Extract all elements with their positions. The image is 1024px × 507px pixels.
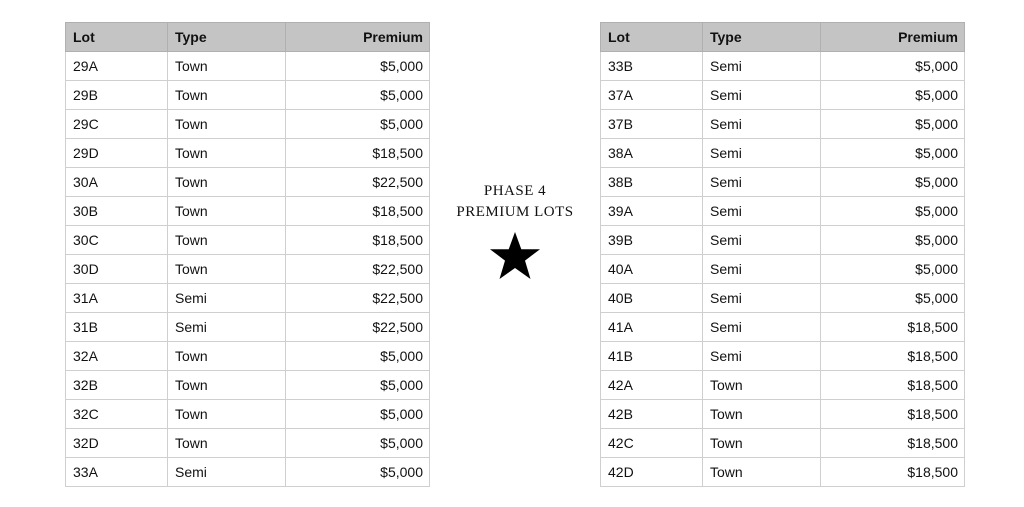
type-cell: Town [168,110,286,139]
table-header-row [601,23,965,52]
right-table-body [601,52,965,487]
table-row [601,226,965,255]
table-row [66,400,430,429]
type-cell: Town [168,371,286,400]
type-cell: Town [703,429,821,458]
type-cell: Semi [703,52,821,81]
type-column-header: Type [703,23,821,52]
type-cell: Town [168,168,286,197]
left-lots-table [65,22,430,487]
table-row [601,342,965,371]
table-row [66,371,430,400]
premium-cell: $18,500 [286,197,430,226]
table-row [601,313,965,342]
premium-cell: $22,500 [286,168,430,197]
lot-cell: 33A [66,458,168,487]
premium-cell: $18,500 [821,313,965,342]
type-cell: Semi [168,284,286,313]
type-cell: Semi [703,168,821,197]
premium-cell: $5,000 [286,110,430,139]
premium-cell: $5,000 [821,255,965,284]
premium-cell: $18,500 [821,371,965,400]
premium-cell: $5,000 [821,110,965,139]
table-row [66,168,430,197]
type-cell: Town [168,81,286,110]
premium-cell: $5,000 [821,81,965,110]
premium-cell: $5,000 [286,342,430,371]
premium-cell: $5,000 [821,226,965,255]
premium-cell: $18,500 [821,342,965,371]
type-cell: Town [168,342,286,371]
type-cell: Town [168,429,286,458]
left-table-body [66,52,430,487]
lot-cell: 29D [66,139,168,168]
premium-cell: $5,000 [286,458,430,487]
type-cell: Town [168,197,286,226]
lot-cell: 29A [66,52,168,81]
premium-cell: $5,000 [286,429,430,458]
lot-cell: 33B [601,52,703,81]
type-cell: Town [703,371,821,400]
table-row [601,81,965,110]
premium-cell: $5,000 [286,400,430,429]
premium-cell: $22,500 [286,284,430,313]
table-row [66,226,430,255]
lot-cell: 40B [601,284,703,313]
premium-cell: $5,000 [286,52,430,81]
lot-cell: 42A [601,371,703,400]
type-cell: Town [703,400,821,429]
type-cell: Semi [703,313,821,342]
lot-cell: 39A [601,197,703,226]
type-cell: Semi [703,226,821,255]
premium-cell: $18,500 [286,139,430,168]
type-cell: Town [168,52,286,81]
table-row [601,197,965,226]
premium-cell: $5,000 [821,197,965,226]
premium-cell: $5,000 [821,284,965,313]
table-row [601,284,965,313]
premium-cell: $5,000 [286,371,430,400]
type-cell: Semi [703,284,821,313]
lot-cell: 32A [66,342,168,371]
lot-cell: 39B [601,226,703,255]
lot-column-header: Lot [66,23,168,52]
table-row [601,52,965,81]
type-cell: Semi [703,110,821,139]
lot-cell: 38A [601,139,703,168]
premium-cell: $18,500 [821,429,965,458]
premium-cell: $22,500 [286,313,430,342]
lot-cell: 37B [601,110,703,139]
lot-cell: 29C [66,110,168,139]
table-header-row [66,23,430,52]
table-row [66,81,430,110]
table-row [601,255,965,284]
table-row [601,429,965,458]
table-row [601,168,965,197]
type-cell: Semi [168,458,286,487]
table-row [66,139,430,168]
lot-cell: 30D [66,255,168,284]
lot-cell: 30C [66,226,168,255]
premium-cell: $18,500 [821,400,965,429]
lot-cell: 38B [601,168,703,197]
type-cell: Semi [703,255,821,284]
right-lots-table [600,22,965,487]
lot-cell: 31A [66,284,168,313]
lot-cell: 32D [66,429,168,458]
lot-cell: 42C [601,429,703,458]
type-cell: Semi [703,81,821,110]
type-cell: Town [703,458,821,487]
type-cell: Semi [703,342,821,371]
lot-cell: 31B [66,313,168,342]
table-row [66,342,430,371]
table-row [66,110,430,139]
lot-cell: 37A [601,81,703,110]
table-row [66,458,430,487]
type-cell: Semi [168,313,286,342]
lot-cell: 30B [66,197,168,226]
premium-cell: $5,000 [821,139,965,168]
type-cell: Town [168,139,286,168]
type-cell: Semi [703,139,821,168]
type-cell: Town [168,255,286,284]
premium-cell: $5,000 [286,81,430,110]
table-row [66,52,430,81]
lot-cell: 30A [66,168,168,197]
premium-cell: $5,000 [821,52,965,81]
phase-title-line: PHASE 4 [483,183,547,199]
lot-column-header: Lot [601,23,703,52]
table-row [601,139,965,168]
lot-cell: 32C [66,400,168,429]
table-row [601,458,965,487]
premium-column-header: Premium [821,23,965,52]
table-row [66,284,430,313]
table-row [66,197,430,226]
lot-cell: 41B [601,342,703,371]
phase-title-block [430,181,600,281]
premium-column-header: Premium [286,23,430,52]
premium-cell: $5,000 [821,168,965,197]
premium-cell: $22,500 [286,255,430,284]
table-row [66,255,430,284]
type-cell: Town [168,226,286,255]
premium-cell: $18,500 [821,458,965,487]
lot-cell: 40A [601,255,703,284]
table-row [601,400,965,429]
table-row [66,313,430,342]
type-cell: Semi [703,197,821,226]
type-cell: Town [168,400,286,429]
lot-cell: 41A [601,313,703,342]
type-column-header: Type [168,23,286,52]
table-row [601,371,965,400]
premium-cell: $18,500 [286,226,430,255]
table-row [66,429,430,458]
lot-cell: 32B [66,371,168,400]
lot-cell: 29B [66,81,168,110]
premium-lots-title-line: PREMIUM LOTS [456,204,574,220]
star-icon [489,231,541,281]
lot-cell: 42D [601,458,703,487]
table-row [601,110,965,139]
lot-cell: 42B [601,400,703,429]
